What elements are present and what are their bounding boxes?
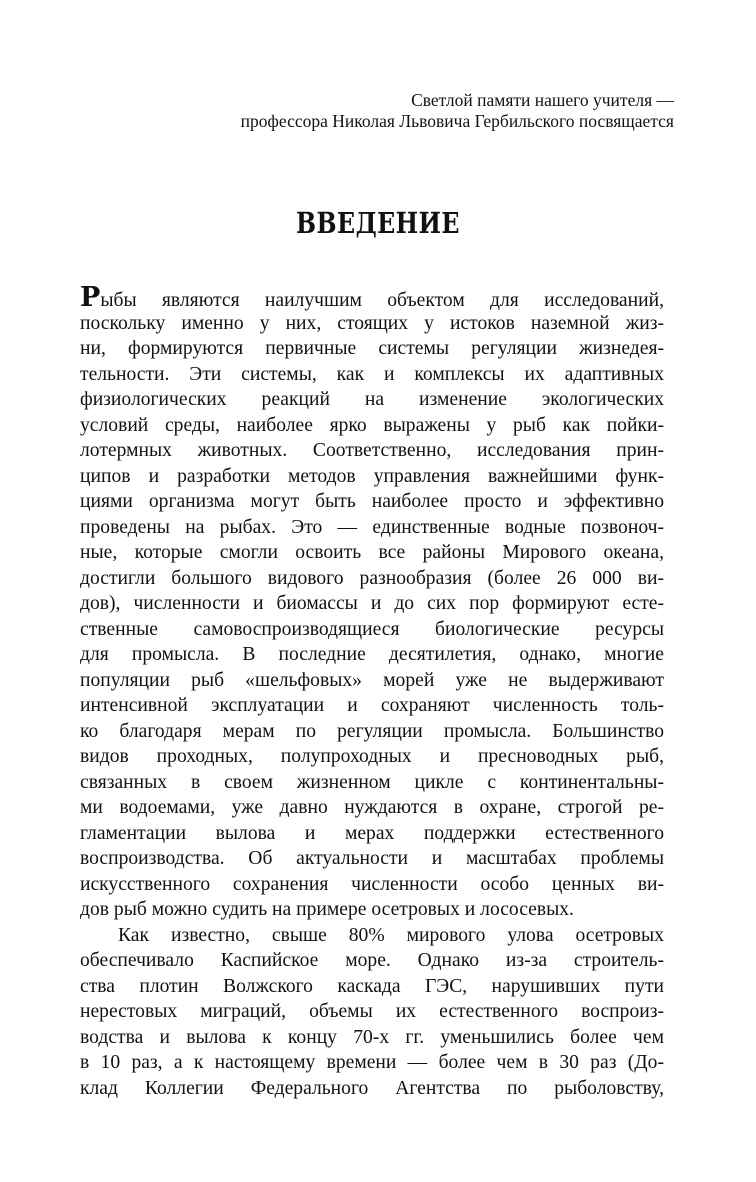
- text-line: водства и вылова к концу 70-х гг. уменьшились более чем: [80, 1026, 664, 1048]
- text-line: воспроизводства. Об актуальности и масштабах проблемы: [80, 848, 664, 869]
- text-line: в 10 раз, а к настоящему времени — более чем в 30 раз (До-: [80, 1052, 664, 1073]
- text-line: лотермных животных. Соответственно, исследования прин-: [80, 440, 664, 461]
- text-line: условий среды, наиболее ярко выражены у рыб как пойки-: [80, 414, 664, 436]
- text-line: обеспечивало Каспийское море. Однако из-за строитель-: [80, 950, 664, 971]
- text-line: Как известно, свыше 80% мирового улова осетровых: [118, 924, 664, 946]
- body-text: [80, 282, 664, 1101]
- text-line: ми водоемами, уже давно нуждаются в охране, строгой ре-: [80, 797, 664, 818]
- text-line: проведены на рыбах. Это — единственные водные позвоноч-: [80, 516, 664, 538]
- chapter-title: ВВЕДЕНИЕ: [296, 206, 460, 240]
- text-line: интенсивной эксплуатации и сохраняют численность толь-: [80, 695, 664, 716]
- text-line: циями организма могут быть наиболее просто и эффективно: [80, 491, 664, 512]
- text-line: поскольку именно у них, стоящих у истоков наземной жиз-: [80, 312, 664, 334]
- dedication: [154, 90, 674, 132]
- dedication-line: Светлой памяти нашего учителя —: [411, 90, 674, 110]
- text-line: тельности. Эти системы, как и комплексы их адаптивных: [80, 363, 664, 385]
- text-line: физиологических реакций на изменение экологических: [80, 389, 664, 410]
- text-line: популяции рыб «шельфовых» морей уже не выдерживают: [80, 669, 664, 691]
- text-line: ственные самовоспроизводящиеся биологические ресурсы: [80, 618, 664, 640]
- text-line: для промысла. В последние десятилетия, однако, многие: [80, 644, 664, 665]
- text-line: связанных в своем жизненном цикле с континентальны-: [80, 771, 664, 793]
- drop-cap-initial: Р: [80, 282, 101, 313]
- text-line: [80, 282, 664, 313]
- text-line: нерестовых миграций, объемы их естественного воспроиз-: [80, 1001, 664, 1022]
- dedication-line: профессора Николая Львовича Гербильского посвящается: [240, 111, 674, 131]
- text-line: достигли большого видового разнообразия (более 26 000 ви-: [80, 567, 664, 589]
- text-line: ства плотин Волжского каскада ГЭС, нарушивших пути: [80, 975, 664, 997]
- text-line: ципов и разработки методов управления важнейшими функ-: [80, 465, 664, 487]
- text-line: клад Коллегии Федерального Агентства по рыболовству,: [80, 1077, 664, 1099]
- text-line: дов рыб можно судить на примере осетровых и лососевых.: [80, 899, 574, 920]
- text-line: ные, которые смогли освоить все районы Мирового океана,: [80, 542, 664, 563]
- text-line: дов), численности и биомассы и до сих пор формируют есте-: [80, 593, 664, 614]
- text-line: искусственного сохранения численности особо ценных ви-: [80, 873, 664, 895]
- text-line: ко благодаря мерам по регуляции промысла. Большинство: [80, 720, 664, 742]
- text-line: ни, формируются первичные системы регуляции жизнедея-: [80, 338, 664, 359]
- text-line-content: ыбы являются наилучшим объектом для исследований,: [100, 290, 664, 311]
- text-line: гламентации вылова и мерах поддержки естественного: [80, 822, 664, 844]
- text-line: видов проходных, полупроходных и пресноводных рыб,: [80, 746, 664, 767]
